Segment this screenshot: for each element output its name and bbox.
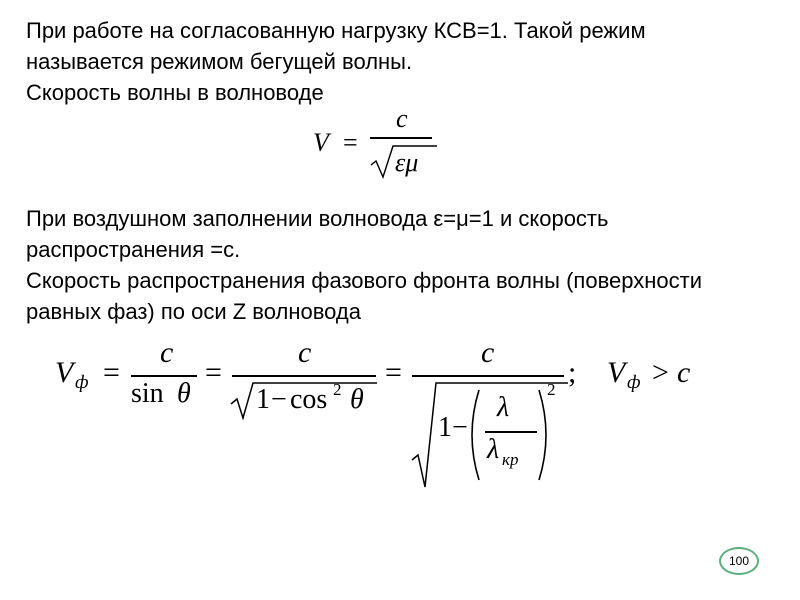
frac2-bar: [232, 375, 376, 377]
intro-line-1: При работе на согласованную нагрузку КСВ=1. Такой режим: [26, 18, 646, 43]
frac1-sin: sin: [131, 378, 164, 409]
phase-velocity-paragraph: [26, 203, 702, 327]
intro-paragraph: [26, 15, 646, 108]
relation-operator: >: [652, 356, 669, 389]
formula2-equals-2: =: [205, 356, 222, 389]
phase-line-4: равных фаз) по оси Z волновода: [26, 299, 361, 324]
frac2-theta: θ: [350, 384, 364, 415]
relation-lhs: V: [607, 356, 626, 389]
frac2-one: 1: [256, 384, 270, 415]
formula1-fraction-bar: [370, 137, 432, 139]
phase-line-2: распространения =с.: [26, 237, 241, 262]
formula1-lhs: V: [313, 128, 329, 157]
formula2-equals-3: =: [385, 356, 402, 389]
frac3-numerator: c: [481, 336, 495, 369]
formula2-semicolon: ;: [568, 356, 577, 389]
frac3-minus: −: [452, 412, 468, 443]
frac2-numerator: c: [298, 336, 312, 369]
phase-line-3: Скорость распространения фазового фронта волны (поверхности: [26, 268, 702, 293]
intro-line-2: называется режимом бегущей волны.: [26, 49, 413, 74]
intro-line-3: Скорость волны в волноводе: [26, 80, 324, 105]
page-number-badge: [719, 547, 759, 575]
phase-velocity-formula: [55, 336, 715, 500]
formula1-numerator: c: [396, 104, 408, 133]
frac3-inner-subscript: кр: [502, 450, 519, 469]
frac3-inner-numerator: λ: [497, 392, 510, 423]
frac2-cos: cos: [290, 384, 328, 415]
frac3-one: 1: [438, 412, 452, 443]
frac2-minus: −: [271, 384, 287, 415]
formula2-equals-1: =: [103, 356, 120, 389]
relation-lhs-subscript: ф: [627, 372, 641, 393]
frac1-bar: [131, 375, 197, 377]
frac3-inner-denominator: λ: [487, 434, 500, 465]
frac3-bar: [412, 375, 564, 377]
formula2-lhs-subscript: ф: [75, 372, 89, 393]
frac1-numerator: c: [160, 336, 174, 369]
formula1-denominator: εμ: [395, 148, 419, 177]
frac3-exponent: 2: [547, 380, 556, 399]
relation-rhs: c: [677, 356, 691, 389]
frac2-exponent: 2: [333, 380, 342, 399]
formula2-lhs: V: [55, 356, 74, 389]
frac3-inner-bar: [485, 431, 537, 433]
wave-velocity-formula: [313, 104, 453, 188]
formula1-equals: =: [343, 128, 358, 157]
phase-line-1: При воздушном заполнении волновода ε=μ=1 и скорость: [26, 206, 609, 231]
page-number: 100: [728, 554, 750, 568]
frac1-theta: θ: [177, 378, 191, 409]
